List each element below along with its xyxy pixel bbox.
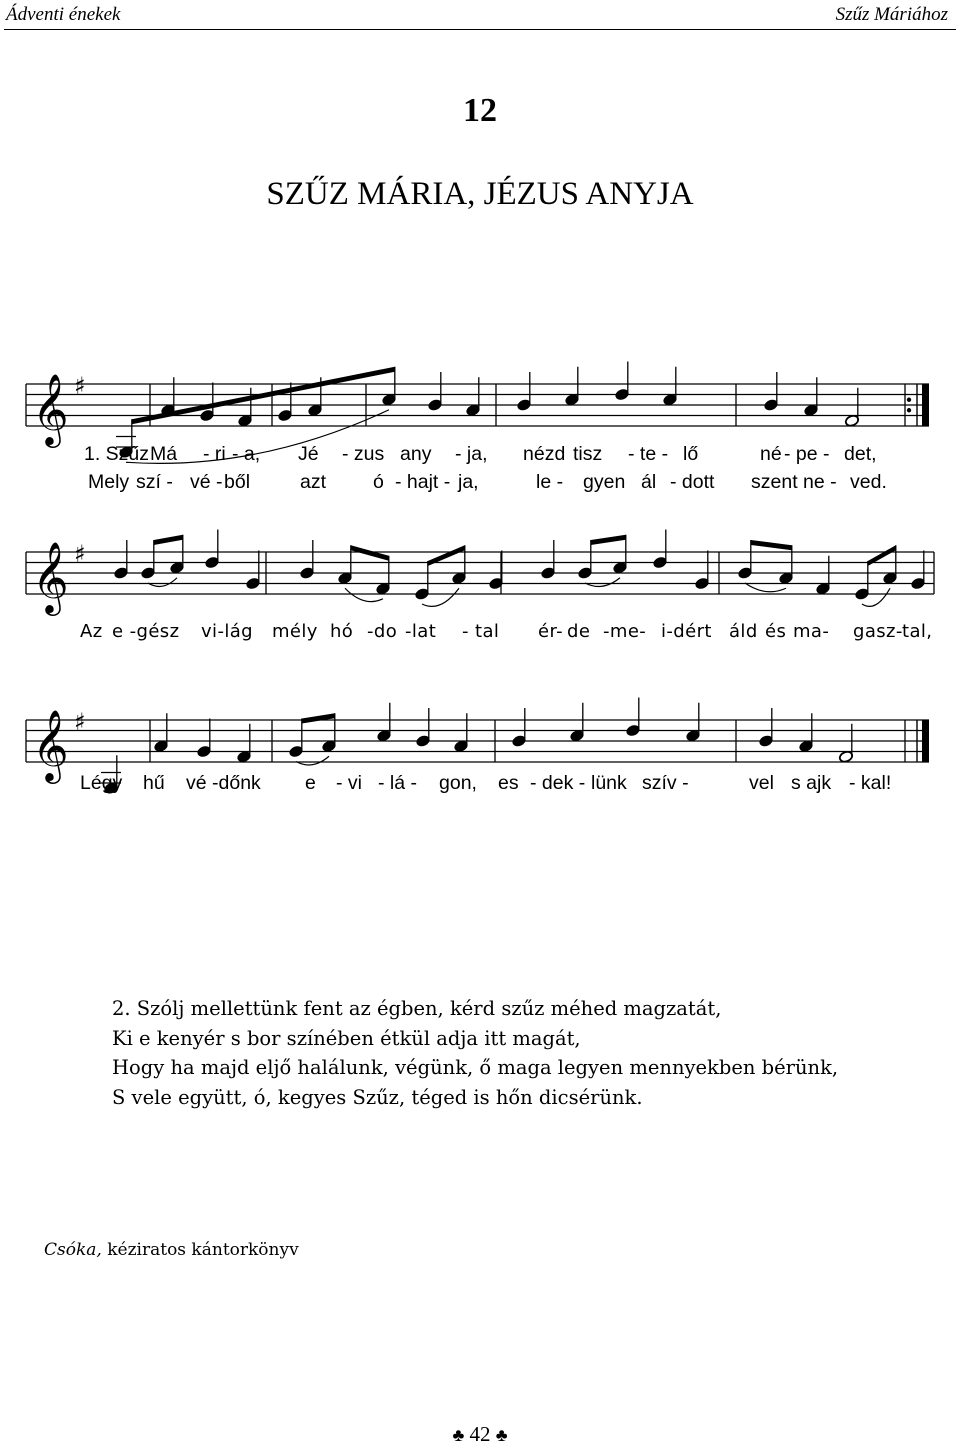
lyric-syllable: ma- (793, 621, 830, 642)
beam (591, 535, 626, 545)
lyric-syllable: - zus (342, 443, 385, 465)
lyric-syllable: hó (330, 621, 354, 642)
lyric-syllable: Mely (88, 471, 130, 493)
lyric-syllable: Jé (298, 443, 319, 465)
lyric-syllable: tisz (573, 443, 603, 465)
lyric-syllable: lő (683, 443, 699, 465)
slur (296, 756, 329, 765)
lyric-syllable: - vi (336, 772, 362, 794)
lyric-syllable: szí - (136, 471, 173, 493)
lyric-syllable: gon, (439, 772, 477, 794)
lyric-syllable: vé -dőnk (186, 772, 261, 794)
beam (302, 713, 335, 723)
lyric-syllable: - pe - (784, 443, 830, 465)
sharp-icon: ♯ (74, 540, 86, 568)
lyric-syllable: szív - (642, 772, 689, 794)
lyric-syllable: gyen (583, 471, 626, 493)
lyric-syllable: ál (641, 471, 657, 493)
lyric-syllable: mély (272, 621, 318, 642)
lyric-syllable: - te - (628, 443, 669, 465)
lyric-syllable: ved. (850, 471, 887, 493)
stanza-line: Ki e kenyér s bor színében étkül adja itt magát, (112, 1026, 581, 1050)
slur (148, 578, 177, 587)
lyric-syllable: -me- (603, 621, 647, 642)
lyric-syllable: Légy (80, 772, 123, 794)
lyric-syllable: es (498, 772, 519, 794)
stanza-line: 2. Szólj mellettünk fent az égben, kérd szűz méhed magzatát, (112, 997, 722, 1020)
source-description: kéziratos kántorkönyv (107, 1240, 299, 1260)
lyric-syllable: áld (729, 621, 758, 642)
lyric-syllable: ja, (458, 471, 479, 493)
lyric-syllable: det, (844, 443, 877, 465)
page-footer (0, 1422, 960, 1447)
lyric-syllable: ne - (803, 471, 837, 493)
lyric-syllable: - dott (670, 471, 715, 493)
lyric-syllable: vé - (190, 471, 223, 493)
song-title: SZŰZ MÁRIA, JÉZUS ANYJA (266, 176, 694, 212)
running-header-left: Ádventi énekek (6, 4, 121, 25)
lyric-syllable: vel (749, 772, 774, 794)
page-number: 42 (469, 1422, 491, 1446)
sharp-icon: ♯ (74, 708, 86, 736)
lyric-syllable: - dek - (530, 772, 586, 794)
lyric-syllable: azt (300, 471, 327, 493)
treble-clef-icon: 𝄞 (32, 372, 69, 445)
lyric-syllable: e (305, 772, 316, 794)
beam (154, 535, 183, 545)
club-flourish-icon: ♣ (495, 1425, 508, 1445)
lyric-syllable: ből (224, 471, 251, 493)
lyric-syllable: - lá - (378, 772, 417, 794)
lyric-syllable: gasz- (853, 621, 903, 642)
lyric-syllable: s ajk (791, 772, 832, 794)
lyric-syllable: Má (150, 443, 178, 465)
source-note (44, 1240, 299, 1260)
repeat-dot (907, 408, 911, 412)
lyric-syllable: -do (367, 621, 398, 642)
lyric-syllable: ér- (538, 621, 564, 642)
lyric-syllable: ó (373, 471, 384, 493)
lyric-syllable: - ri (203, 443, 226, 465)
club-flourish-icon: ♣ (452, 1425, 465, 1445)
sharp-icon: ♯ (74, 372, 86, 400)
lyric-syllable: né (760, 443, 782, 465)
beam (751, 540, 792, 550)
lyric-syllable: - ja, (455, 443, 488, 465)
lyric-syllable: hű (143, 772, 165, 794)
lyric-syllable: le - (536, 471, 564, 493)
lyric-syllable: vi-lág (201, 621, 254, 642)
final-bar-line (922, 384, 929, 426)
running-header-right: Szűz Máriához (835, 4, 948, 25)
lyric-syllable: és (765, 621, 787, 642)
lyric-syllable: 1. Szűz (84, 443, 150, 465)
lyric-syllable: i-dért (661, 621, 712, 642)
treble-clef-icon: 𝄞 (32, 540, 69, 613)
lyric-syllable: - hajt - (395, 471, 451, 493)
repeat-dot (907, 398, 911, 402)
treble-clef-icon: 𝄞 (32, 708, 69, 781)
lyric-syllable: any (400, 443, 432, 465)
lyric-syllable: - tal (462, 621, 500, 642)
lyric-syllable: -lat (405, 621, 437, 642)
song-number: 12 (463, 92, 497, 129)
lyric-syllable: e -gész (112, 621, 180, 642)
beam (351, 545, 389, 561)
slur (585, 578, 620, 587)
lyric-syllable: de (567, 621, 591, 642)
final-bar-line (922, 720, 929, 762)
lyric-syllable: - a, (232, 443, 261, 465)
lyric-syllable: - kal! (849, 772, 892, 794)
stanza-2 (112, 994, 838, 1112)
stanza-line: S vele együtt, ó, kegyes Szűz, téged is hőn dicsérünk. (112, 1085, 643, 1109)
lyric-syllable: szent (751, 471, 798, 493)
lyric-syllable: tal, (902, 621, 933, 642)
lyric-syllable: Az (80, 621, 103, 642)
slur (745, 583, 786, 592)
lyric-syllable: nézd (523, 443, 566, 465)
stanza-line: Hogy ha majd eljő halálunk, végünk, ő maga legyen mennyekben bérünk, (112, 1056, 839, 1079)
source-place: Csóka, (44, 1240, 102, 1260)
lyric-syllable: lünk (591, 772, 627, 794)
